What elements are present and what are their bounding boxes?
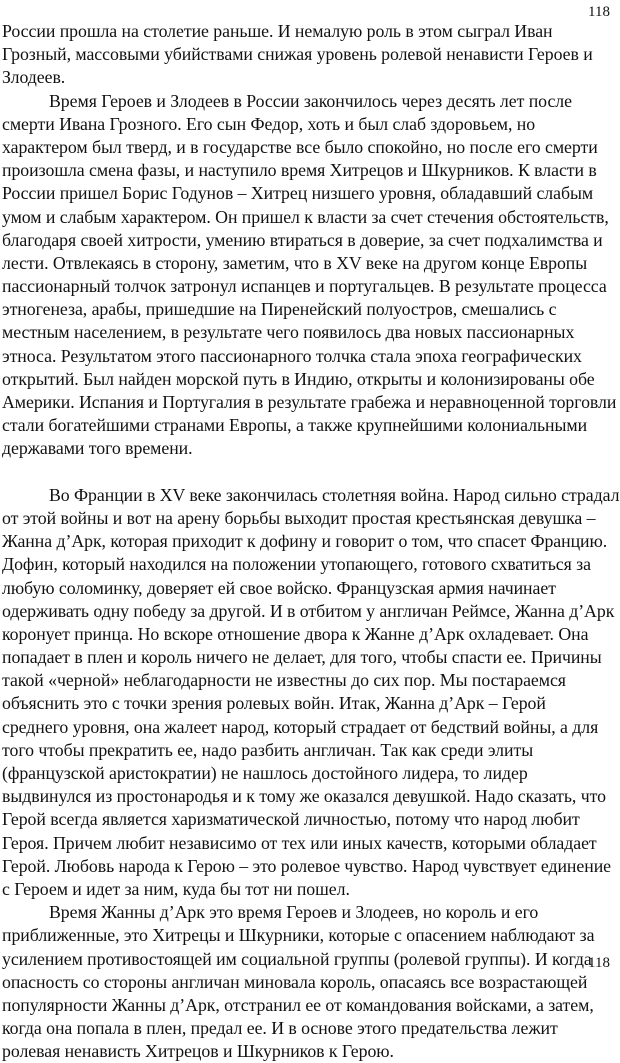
text-line: того чтобы прекратить ее, надо разбить англичан. Так как среди элиты <box>2 739 534 760</box>
text-line: этноса. Результатом этого пассионарного толчка стала эпоха географических <box>2 345 582 366</box>
text-line: лести. Отвлекаясь в сторону, заметим, что в XV веке на другом конце Европы <box>2 252 588 273</box>
text-line: одерживать одну победу за другой. И в отбитом у англичан Реймсе, Жанна д’Арк <box>2 600 615 621</box>
text-line: державами того времени. <box>2 438 193 459</box>
paragraph-4 <box>2 901 612 1063</box>
text-line: (французской аристократии) не нашлось достойного лидера, то лидер <box>2 763 528 783</box>
text-line: России прошла на столетие раньше. И немалую роль в этом сыграл Иван <box>2 21 553 41</box>
text-line: стали богатейшими странами Европы, а также крупнейшими колониальными <box>2 415 588 436</box>
text-line: произошла смена фазы, и наступило время Хитрецов и Шкурников. К власти в <box>2 160 597 181</box>
text-line: местным населением, в результате чего появилось два новых пассионарных <box>2 322 575 343</box>
text-line: любую соломинку, доверяет ей свое войско. Французская армия начинает <box>2 577 556 598</box>
text-line: объяснить это с точки зрения ролевых войн. Итак, Жанна д’Арк – Герой <box>2 693 546 714</box>
page-body <box>2 20 620 1063</box>
text-line: Жанна д’Арк, которая приходит к дофину и говорит о том, что спасет Францию. <box>2 531 608 552</box>
text-line: Герой всегда является харизматической личностью, потому что народ любит <box>2 809 580 830</box>
text-line: России пришел Борис Годунов – Хитрец низшего уровня, обладавший слабым <box>2 183 594 204</box>
text-line <box>2 461 612 484</box>
paragraph-2 <box>2 90 617 484</box>
text-line: Злодеев. <box>2 67 66 88</box>
text-line: смерти Ивана Грозного. Его сын Федор, хоть и был слаб здоровьем, но <box>2 113 536 134</box>
text-line: опасность со стороны англичан миновала король, опасаясь все возрастающей <box>2 971 588 992</box>
text-line: среднего уровня, она жалеет народ, который страдает от бедствий войны, а для <box>2 716 599 737</box>
text-line: Америки. Испания и Португалия в результате грабежа и неравноценной торговли <box>2 392 617 412</box>
text-line: характером был тверд, и в государстве все было спокойно, но после его смерти <box>2 136 598 157</box>
text-line: Во Франции в XV веке закончилась столетняя война. Народ сильно страдал <box>49 484 620 505</box>
text-line: благодаря своей хитрости, умению втираться в доверие, за счет подхалимства и <box>2 229 603 250</box>
text-line: Время Жанны д’Арк это время Героев и Злодеев, но король и его <box>49 902 539 923</box>
text-line: ролевая ненависть Хитрецов и Шкурников к Герою. <box>2 1041 394 1062</box>
text-line: коронует принца. Но вскоре отношение двора к Жанне д’Арк охладевает. Она <box>2 623 589 644</box>
text-line: выдвинулся из простонародья и к тому же оказался девушкой. Надо сказать, что <box>2 786 606 807</box>
text-line: когда она попала в плен, предал ее. И в основе этого предательства лежит <box>2 1018 558 1039</box>
text-line: такой «черной» неблагодарности не известны до сих пор. Мы постараемся <box>2 670 566 691</box>
text-line: Время Героев и Злодеев в России закончилось через десять лет после <box>49 90 572 111</box>
text-line: Грозный, массовыми убийствами снижая уровень ролевой ненависти Героев и <box>2 44 593 65</box>
text-line: этногенеза, арабы, пришедшие на Пиренейский полуостров, смешались с <box>2 299 557 320</box>
paragraph-3 <box>2 484 620 901</box>
text-line: с Героем и идет за ним, куда бы тот ни пошел. <box>2 878 350 899</box>
text-line: открытий. Был найден морской путь в Индию, открыты и колонизированы обе <box>2 368 595 389</box>
text-line: популярности Жанны д’Арк, отстранил ее от командования войсками, а затем, <box>2 994 594 1015</box>
page-number-top: 118 <box>588 4 610 20</box>
text-line: Дофин, который находился на положении утопающего, готового схватиться за <box>2 554 591 575</box>
text-line: пассионарный толчок затронул испанцев и португальцев. В результате процесса <box>2 276 607 297</box>
text-line: Герой. Любовь народа к Герою – это ролевое чувство. Народ чувствует единение <box>2 855 612 876</box>
text-line: умом и слабым характером. Он пришел к власти за счет стечения обстоятельств, <box>2 206 609 227</box>
text-line: приближенные, это Хитрецы и Шкурники, которые с опасением наблюдают за <box>2 925 595 946</box>
page-number-bottom: 118 <box>588 955 610 971</box>
text-line: усилением противостоящей им социальной группы (ролевой группы). И когда <box>2 948 592 969</box>
text-line: Героя. Причем любит независимо от тех или иных качеств, которыми обладает <box>2 832 597 853</box>
text-line: попадает в плен и король ничего не делает, для того, чтобы спасти ее. Причины <box>2 647 602 668</box>
paragraph-1 <box>2 20 612 90</box>
text-line: от этой войны и вот на арену борьбы выходит простая крестьянская девушка – <box>2 507 596 528</box>
